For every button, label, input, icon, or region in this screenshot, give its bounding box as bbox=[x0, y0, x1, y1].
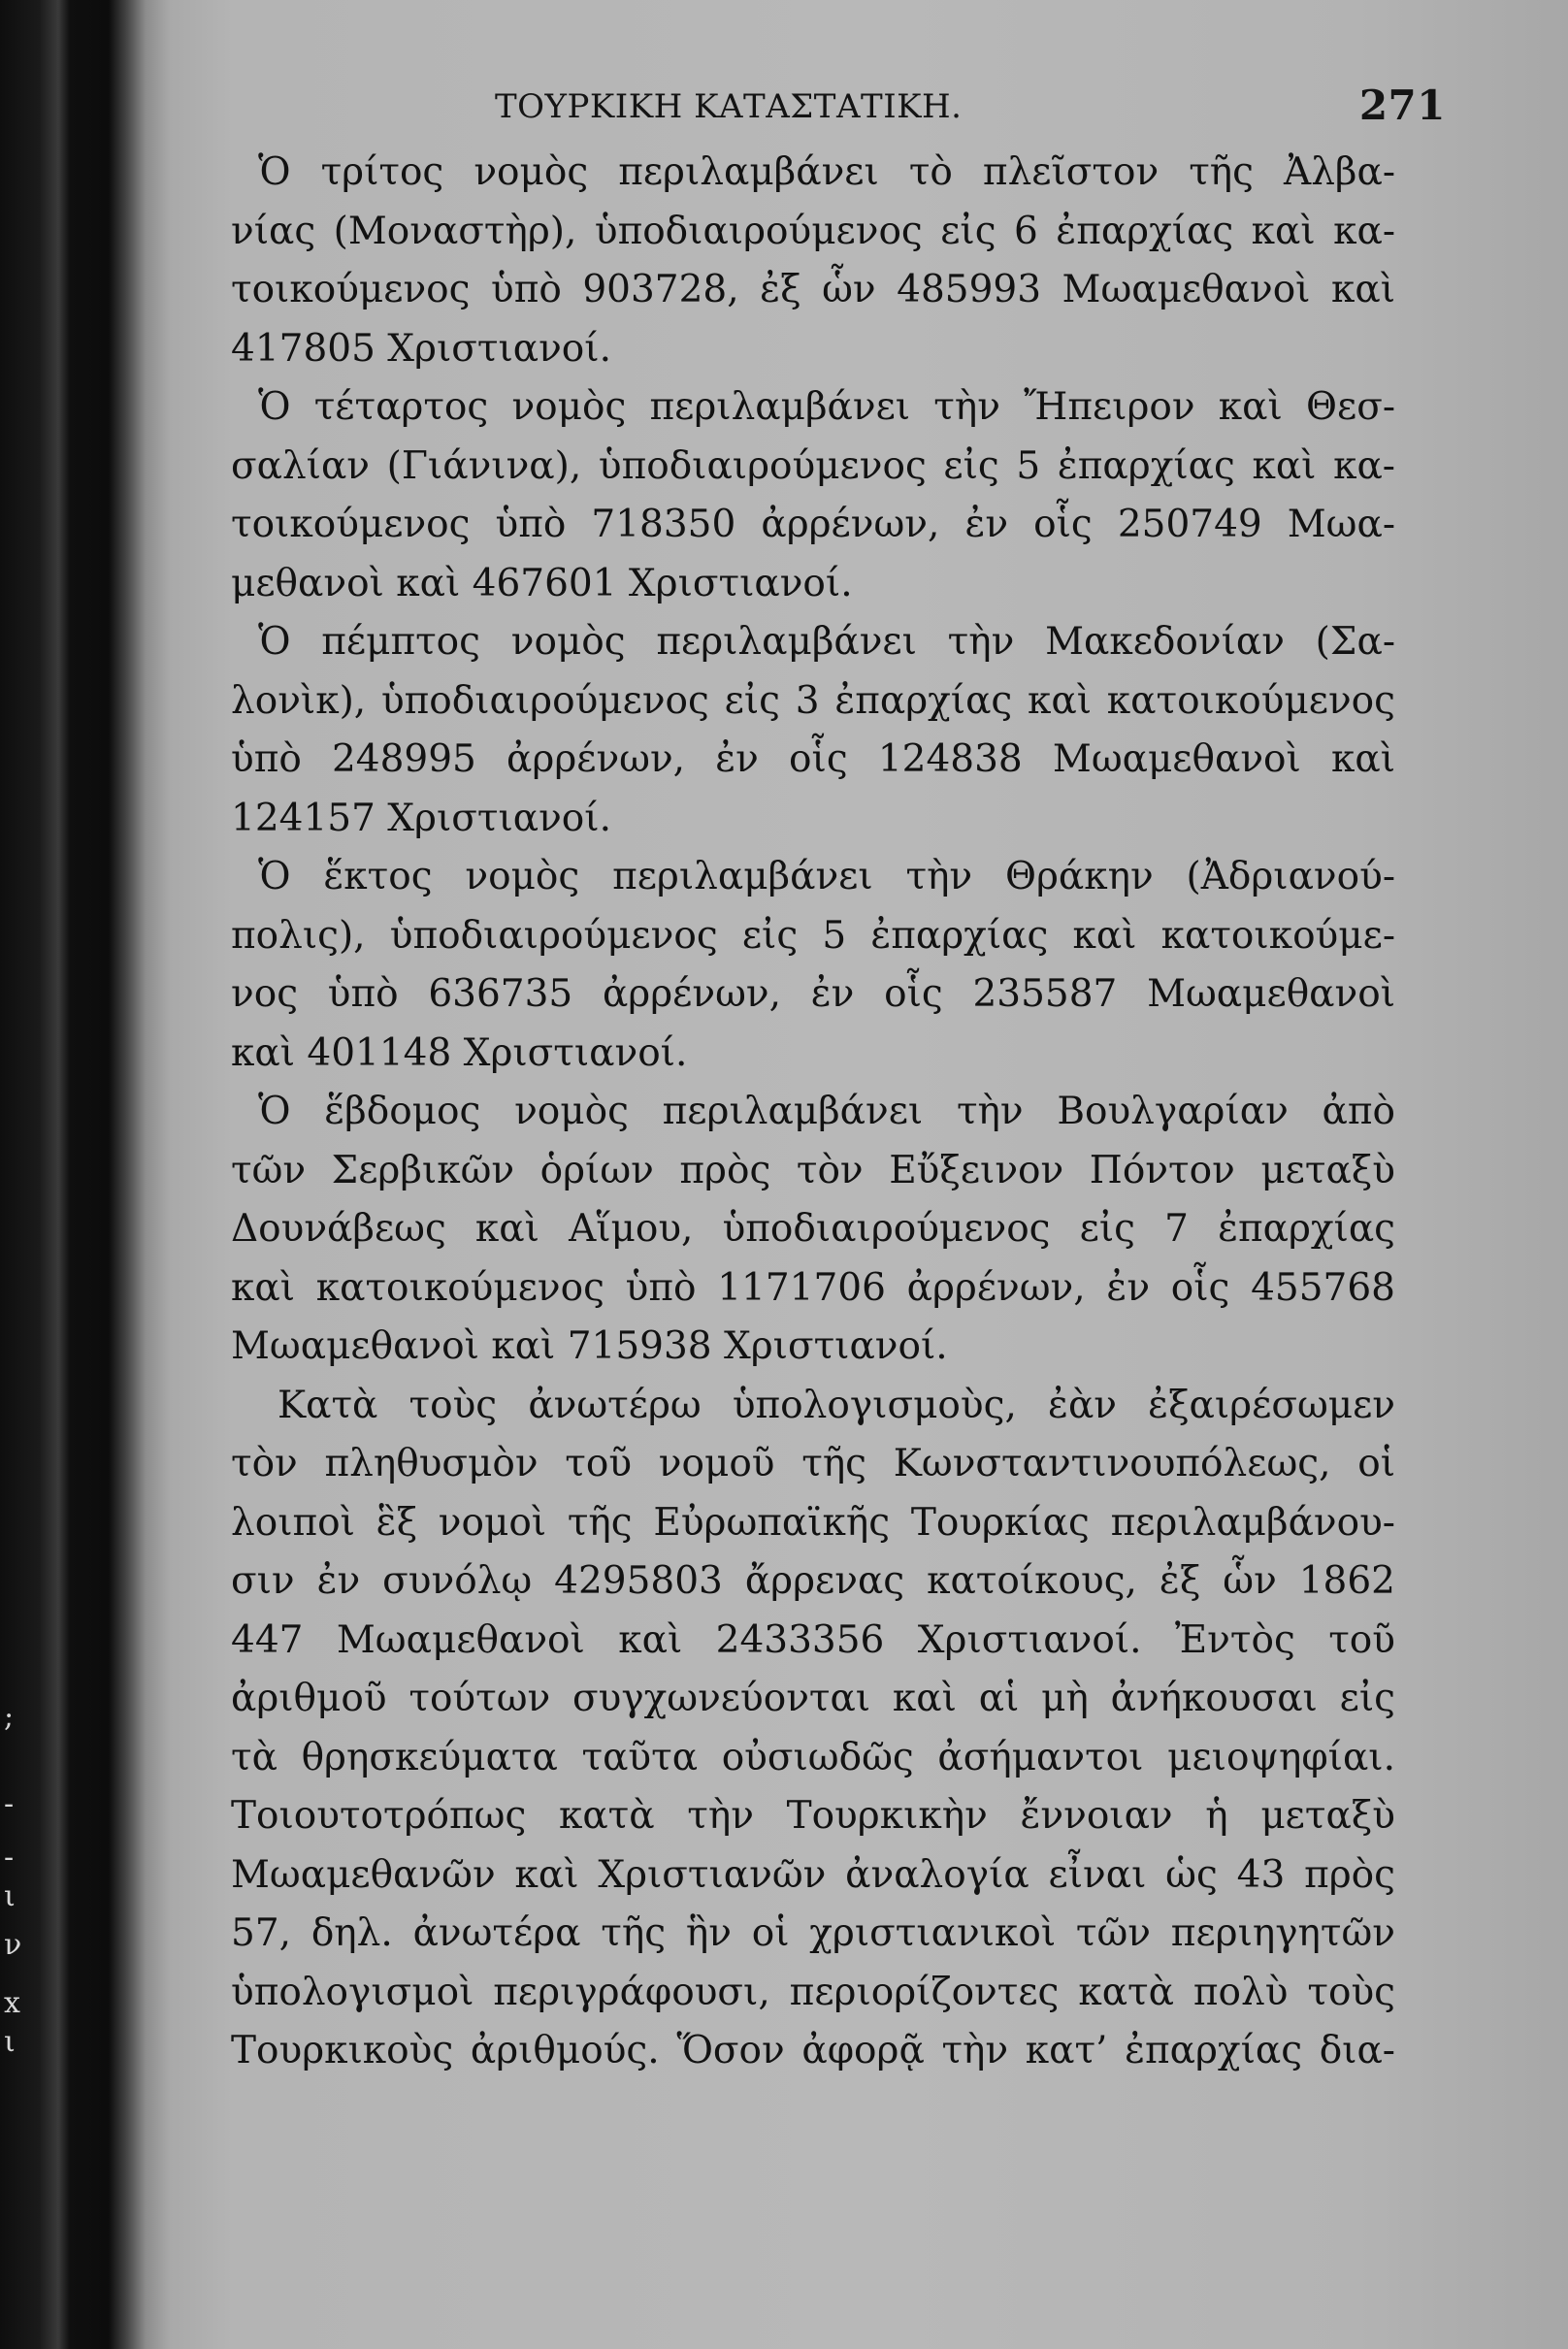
text-line: τὰ θρησκεύματα ταῦτα οὐσιωδῶς ἀσήμαντοι μειοψηφίαι. bbox=[231, 1735, 1395, 1779]
running-head-title: ΤΟΥΡΚΙΚΗ ΚΑΤΑΣΤΑΤΙΚΗ. bbox=[495, 87, 963, 126]
text-line: καὶ 401148 Χριστιανοί. bbox=[231, 1030, 688, 1075]
text-line: 417805 Χριστιανοί. bbox=[231, 326, 611, 371]
text-line: Ὁ τρίτος νομὸς περιλαμβάνει τὸ πλεῖστον τῆς Ἀλβα- bbox=[258, 150, 1395, 194]
text-line: Κατὰ τοὺς ἀνωτέρω ὑπολογισμοὺς, ἐὰν ἐξαιρέσωμεν bbox=[278, 1383, 1395, 1427]
text-line: λοιποὶ ἓξ νομοὶ τῆς Εὐρωπαϊκῆς Τουρκίας περιλαμβάνου- bbox=[231, 1500, 1395, 1545]
text-line: Ὁ πέμπτος νομὸς περιλαμβάνει τὴν Μακεδονίαν (Σα- bbox=[258, 620, 1395, 664]
margin-mark: ν bbox=[4, 1928, 22, 1962]
text-line: τοικούμενος ὑπὸ 903728, ἐξ ὧν 485993 Μωαμεθανοὶ καὶ bbox=[231, 268, 1395, 311]
text-line: Τοιουτοτρόπως κατὰ τὴν Τουρκικὴν ἔννοιαν ἡ μεταξὺ bbox=[231, 1794, 1395, 1838]
text-line: 124157 Χριστιανοί. bbox=[231, 796, 611, 840]
text-line: λονὶκ), ὑποδιαιρούμενος εἰς 3 ἐπαρχίας καὶ κατοικούμενος bbox=[231, 678, 1395, 723]
body-text bbox=[231, 144, 1395, 2081]
margin-mark: ; bbox=[4, 1700, 15, 1734]
text-line: Δουνάβεως καὶ Αἵμου, ὑποδιαιρούμενος εἰς 7 ἐπαρχίας bbox=[231, 1207, 1395, 1251]
text-line: Τουρκικοὺς ἀριθμούς. Ὅσον ἀφορᾷ τὴν κατ’ ἐπαρχίας δια- bbox=[231, 2029, 1395, 2072]
page-number: 271 bbox=[1358, 82, 1446, 129]
text-line: πολις), ὑποδιαιρούμενος εἰς 5 ἐπαρχίας καὶ κατοικούμε- bbox=[231, 913, 1395, 958]
text-line: καὶ κατοικούμενος ὑπὸ 1171706 ἀρρένων, ἐν οἷς 455768 bbox=[231, 1265, 1395, 1310]
text-line: μεθανοὶ καὶ 467601 Χριστιανοί. bbox=[231, 561, 853, 605]
text-line: σαλίαν (Γιάνινα), ὑποδιαιρούμενος εἰς 5 ἐπαρχίας καὶ κα- bbox=[231, 443, 1395, 488]
text-line: νος ὑπὸ 636735 ἀρρένων, ἐν οἷς 235587 Μωαμεθανοὶ bbox=[231, 972, 1395, 1016]
text-line: ἀριθμοῦ τούτων συγχωνεύονται καὶ αἱ μὴ ἀνήκουσαι εἰς bbox=[231, 1677, 1395, 1720]
margin-mark: - bbox=[4, 1787, 15, 1821]
text-line: Ὁ ἕκτος νομὸς περιλαμβάνει τὴν Θράκην (Ἀδριανού- bbox=[258, 855, 1395, 898]
margin-mark: - bbox=[4, 1841, 15, 1875]
text-line: Ὁ ἕβδομος νομὸς περιλαμβάνει τὴν Βουλγαρίαν ἀπὸ bbox=[258, 1090, 1395, 1133]
text-line: Μωαμεθανῶν καὶ Χριστιανῶν ἀναλογία εἶναι ὡς 43 πρὸς bbox=[231, 1852, 1395, 1897]
text-line: Μωαμεθανοὶ καὶ 715938 Χριστιανοί. bbox=[231, 1324, 948, 1368]
text-line: νίας (Μοναστὴρ), ὑποδιαιρούμενος εἰς 6 ἐπαρχίας καὶ κα- bbox=[231, 209, 1395, 253]
text-line: τὸν πληθυσμὸν τοῦ νομοῦ τῆς Κωνσταντινουπόλεως, οἱ bbox=[231, 1442, 1395, 1485]
text-line: ὑπὸ 248995 ἀρρένων, ἐν οἷς 124838 Μωαμεθανοὶ καὶ bbox=[231, 737, 1395, 781]
margin-mark: ι bbox=[4, 1879, 16, 1913]
text-line: 57, δηλ. ἀνωτέρα τῆς ἣν οἱ χριστιανικοὶ τῶν περιηγητῶν bbox=[231, 1911, 1395, 1955]
text-line: σιν ἐν συνόλῳ 4295803 ἄρρενας κατοίκους, ἐξ ὧν 1862 bbox=[231, 1559, 1395, 1603]
text-line: τοικούμενος ὑπὸ 718350 ἀρρένων, ἐν οἷς 250749 Μωα- bbox=[231, 503, 1395, 546]
text-line: τῶν Σερβικῶν ὁρίων πρὸς τὸν Εὔξεινον Πόντον μεταξὺ bbox=[231, 1148, 1395, 1192]
margin-mark: ι bbox=[4, 2025, 16, 2059]
text-line: Ὁ τέταρτος νομὸς περιλαμβάνει τὴν Ἤπειρον καὶ Θεσ- bbox=[258, 385, 1395, 429]
text-line: ὑπολογισμοὶ περιγράφουσι, περιορίζοντες κατὰ πολὺ τοὺς bbox=[231, 1970, 1395, 2014]
margin-mark: x bbox=[4, 1986, 20, 2020]
running-head bbox=[495, 82, 1446, 129]
text-line: 447 Μωαμεθανοὶ καὶ 2433356 Χριστιανοί. Ἐντὸς τοῦ bbox=[231, 1617, 1395, 1662]
facing-page-edge bbox=[0, 0, 116, 2349]
book-page bbox=[146, 0, 1568, 2349]
